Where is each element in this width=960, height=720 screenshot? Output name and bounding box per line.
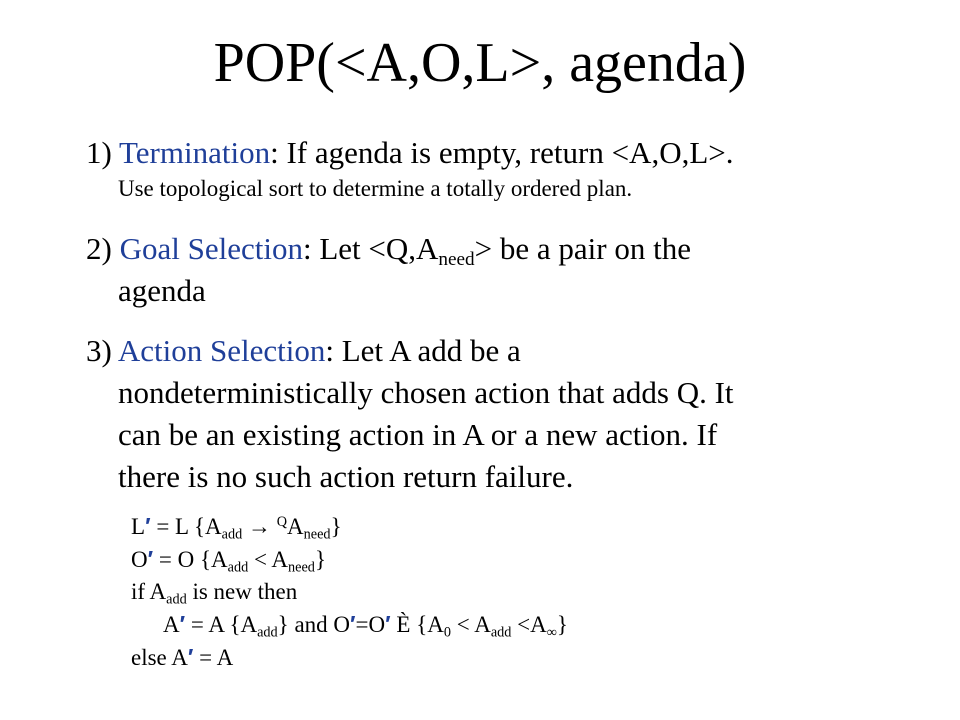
colon: :: [325, 333, 334, 368]
formula-text: = A: [193, 645, 234, 670]
subscript: add: [166, 591, 187, 608]
item-number: 3): [86, 333, 112, 368]
prime-mark: ′: [385, 611, 391, 637]
formula-text: = L: [150, 514, 194, 539]
item-heading: Goal Selection: [119, 231, 303, 266]
formula-text: = O: [153, 547, 200, 572]
formula-text: else A: [131, 645, 188, 670]
formula-o-prime: [131, 543, 568, 576]
item-heading: Action Selection: [117, 333, 326, 368]
formula-block: [131, 510, 568, 674]
item-number: 1): [86, 135, 112, 170]
formula-if-line: [131, 576, 568, 608]
item-text-post: > be a pair on the: [474, 231, 691, 266]
formula-text: A: [287, 514, 304, 539]
formula-text: L: [131, 514, 146, 539]
formula-text: <A: [511, 612, 547, 637]
formula-text: {A: [199, 547, 228, 572]
item-text: If agenda is empty, return <A,O,L>.: [286, 135, 734, 170]
formula-text: }: [556, 612, 568, 637]
subscript: need: [288, 559, 315, 576]
formula-text: =O: [355, 612, 386, 637]
formula-text: = A: [185, 612, 230, 637]
item-heading: Termination: [119, 135, 271, 170]
formula-text: }: [330, 514, 342, 539]
prime-mark: ′: [187, 644, 194, 670]
colon: :: [270, 135, 279, 170]
prime-mark: ′: [179, 611, 186, 637]
formula-text: is new then: [186, 579, 298, 604]
formula-text: < A: [248, 547, 289, 572]
item-text-line: agenda: [118, 273, 206, 308]
union-symbol: È: [390, 612, 417, 637]
item-text-pre: Let <Q,A: [319, 231, 439, 266]
list-item-goal-selection: [86, 228, 886, 312]
subscript: add: [257, 624, 278, 641]
slide-title: POP(<A,O,L>, agenda): [213, 32, 747, 94]
prime-mark: ′: [147, 546, 154, 572]
formula-text: O: [131, 547, 148, 572]
formula-text: < A: [451, 612, 491, 637]
prime-mark: ′: [145, 513, 151, 539]
subscript: need: [303, 526, 331, 543]
subscript: add: [490, 624, 512, 641]
formula-text: }: [314, 547, 326, 572]
item-text-line: Let A add be a: [341, 333, 521, 368]
item-number: 2): [86, 231, 112, 266]
formula-l-prime: [131, 510, 568, 543]
formula-text: {A: [194, 514, 222, 539]
subscript: add: [227, 559, 249, 576]
formula-text: A: [163, 612, 180, 637]
formula-a-prime: [131, 608, 568, 641]
item-note: Use topological sort to determine a totally ordered plan.: [118, 176, 633, 201]
item-text-line: can be an existing action in A or a new action. If: [118, 417, 718, 452]
superscript: Q: [276, 514, 288, 531]
prime-mark: ′: [350, 611, 356, 637]
list-item-action-selection: [86, 330, 886, 498]
subscript: 0: [443, 624, 451, 641]
formula-text: } and O: [277, 612, 351, 637]
subscript: need: [438, 249, 475, 271]
subscript: ∞: [546, 624, 557, 641]
list-item-termination: [86, 132, 886, 204]
arrow-symbol: →: [242, 514, 277, 539]
formula-text: if A: [131, 579, 167, 604]
formula-text: {A: [416, 612, 444, 637]
formula-text: {A: [229, 612, 258, 637]
formula-else-line: [131, 641, 568, 674]
colon: :: [302, 231, 312, 266]
subscript: add: [221, 526, 243, 543]
item-text-line: nondeterministically chosen action that adds Q. It: [118, 375, 734, 410]
item-text-line: there is no such action return failure.: [118, 459, 574, 494]
